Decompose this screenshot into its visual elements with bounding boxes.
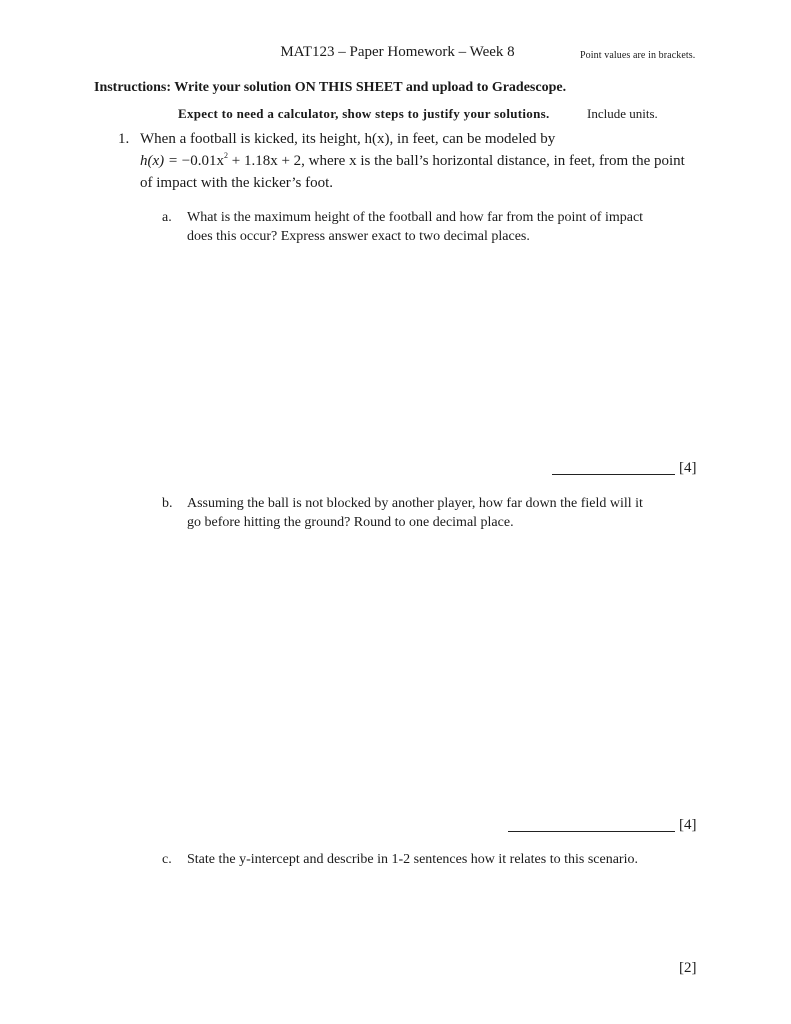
formula-lhs: h(x) = (140, 153, 182, 169)
part-a-answer-line[interactable] (552, 474, 675, 475)
question-line-2-rest: , where x is the ball’s horizontal distance, in feet, from the point (301, 153, 685, 169)
part-c-letter: c. (162, 852, 172, 867)
formula-term-2: + 1.18x + 2 (228, 153, 302, 169)
question-line-1: When a football is kicked, its height, h(x), in feet, can be modeled by (140, 131, 556, 147)
part-a-line-1: What is the maximum height of the football and how far from the point of impact (187, 210, 644, 225)
part-b-answer-line[interactable] (508, 831, 675, 832)
formula-term-1: −0.01x (181, 153, 224, 169)
part-b-points: [4] (679, 817, 697, 833)
header-title-text: MAT123 – Paper Homework – Week 8 (280, 44, 515, 60)
part-a-line-2: does this occur? Express answer exact to two decimal places. (187, 229, 530, 244)
point-values-note: Point values are in brackets. (580, 50, 696, 61)
part-b-line-2: go before hitting the ground? Round to one decimal place. (187, 515, 514, 530)
part-c-line-1: State the y-intercept and describe in 1-2 sentences how it relates to this scenario. (187, 852, 638, 867)
question-line-2 (140, 153, 685, 170)
part-a-points: [4] (679, 460, 697, 476)
part-b-letter: b. (162, 496, 173, 511)
part-c-points: [2] (679, 960, 697, 976)
part-b-line-1: Assuming the ball is not blocked by another player, how far down the field will it (187, 496, 643, 511)
instructions-line-1: Instructions: Write your solution ON THIS SHEET and upload to Gradescope. (94, 80, 567, 95)
question-number: 1. (118, 131, 130, 147)
question-line-3: of impact with the kicker’s foot. (140, 175, 334, 191)
include-units-note: Include units. (587, 106, 658, 121)
part-a-letter: a. (162, 210, 172, 225)
instructions-line-2: Expect to need a calculator, show steps to justify your solutions. (178, 106, 550, 121)
formula-exponent: 2 (224, 151, 228, 160)
